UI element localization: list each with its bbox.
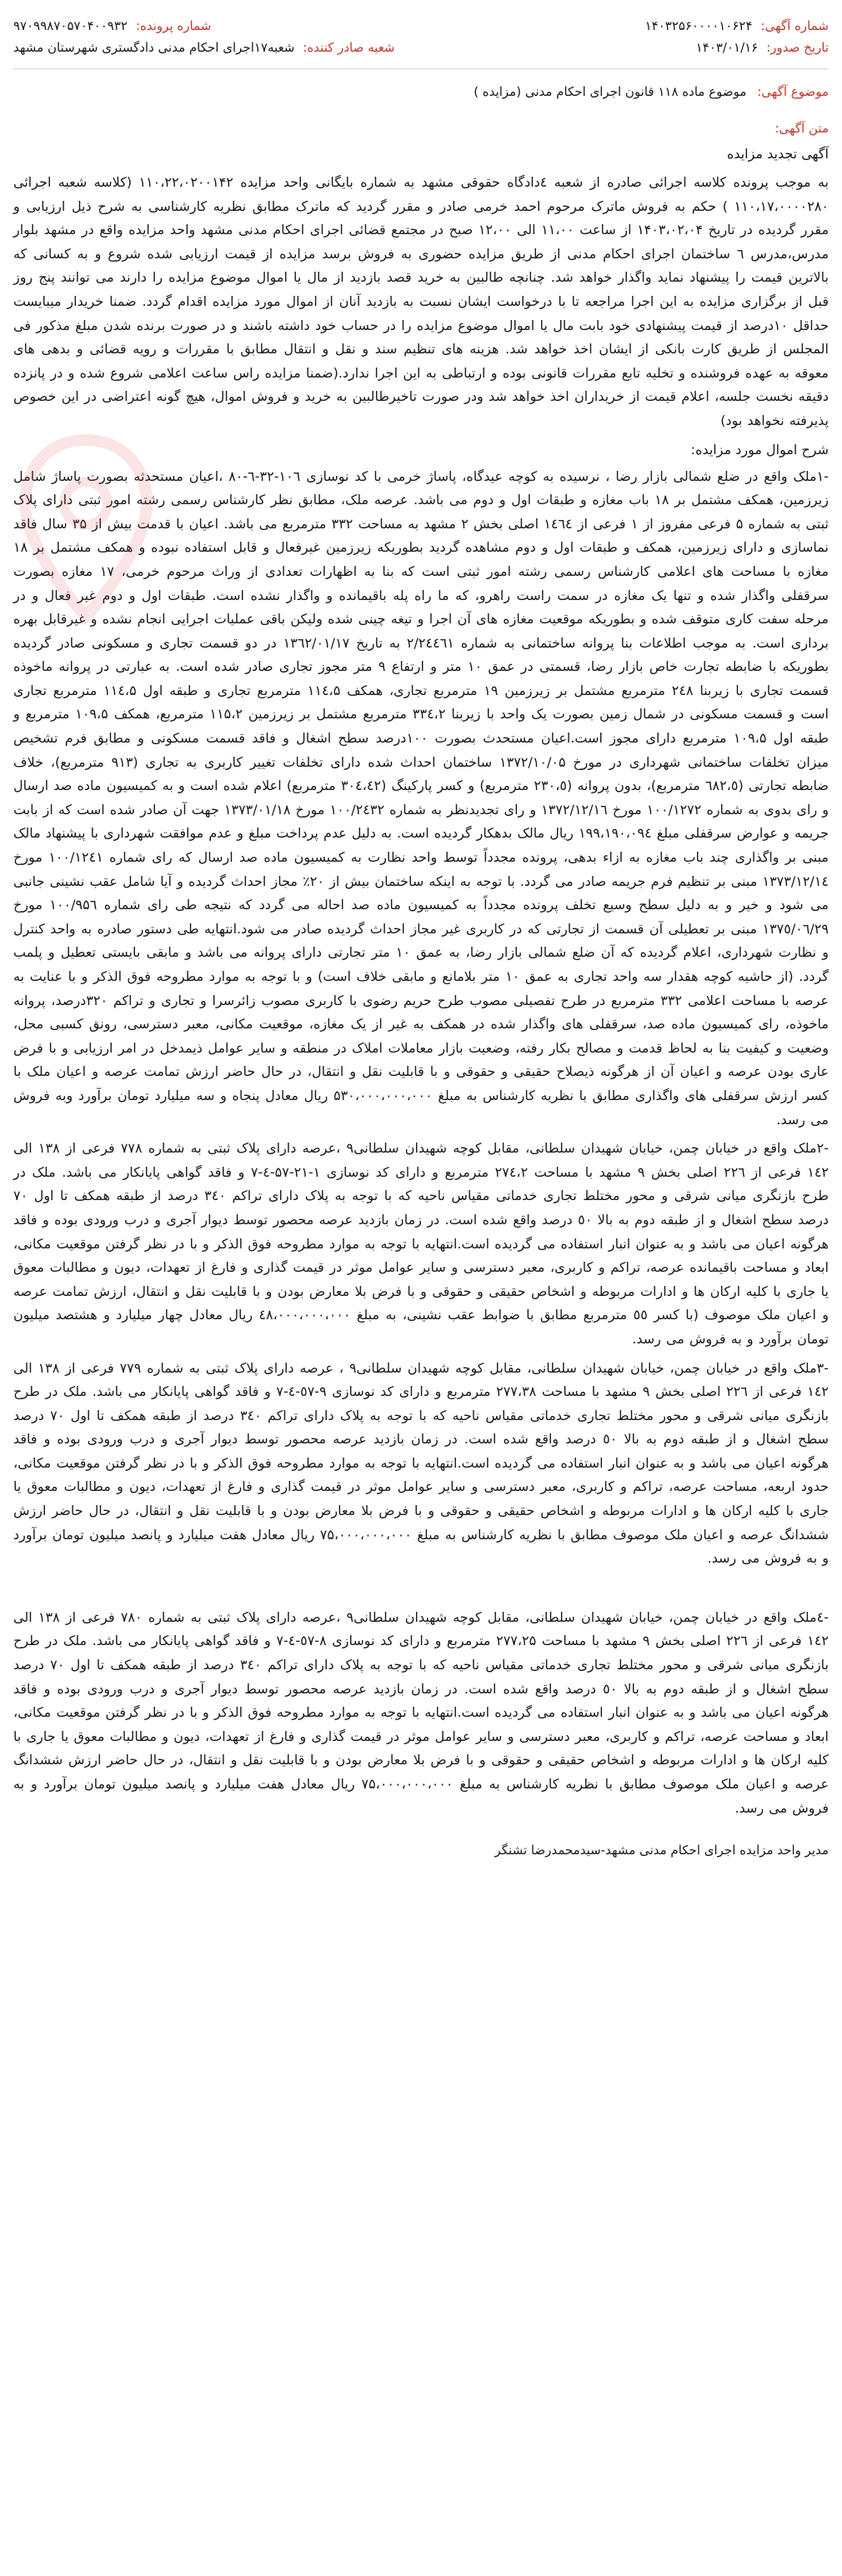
issuing-branch-value: شعبه۱۷اجرای احکام مدنی دادگستری شهرستان مشهد <box>13 40 295 55</box>
issuing-branch <box>13 37 395 58</box>
ad-number-label: شماره آگهی: <box>760 18 829 33</box>
issue-date-label: تاریخ صدور: <box>766 40 829 55</box>
case-number-label: شماره پرونده: <box>135 18 212 33</box>
issuing-branch-label: شعبه صادر کننده: <box>303 40 395 55</box>
ad-number-value: ۱۴۰۳۲۵۶۰۰۰۰۱۰۶۲۴ <box>644 18 753 33</box>
signature: مدیر واحد مزایده اجرای احکام مدنی مشهد-سیدمحمدرضا تشنگر <box>494 1843 829 1858</box>
case-number <box>13 15 211 37</box>
header-divider <box>13 68 829 69</box>
subject-value: موضوع ماده ۱۱۸ قانون اجرای احکام مدنی (مزایده ) <box>474 84 747 99</box>
subject-row <box>13 81 829 103</box>
ad-number <box>645 15 829 37</box>
property-item-1: -۱ملک واقع در ضلع شمالی بازار رضا ، نرسیده به کوچه عیدگاه، پاساژ خرمی با کد نوسازی ۱۰٦-۳۲-٦-۸۰ ،اعیان مستحدثه بصورت پاساژ شامل زیرزمین، همکف مشتمل بر ۱۸ باب مغازه و طبقات اول و دوم می باشد. عرصه ملک، مطابق نظر کارشناس رسمی رشته امور ثبتی دارای پلاک ثبتی به شماره ۵ فرعی مفروز از ۱ فرعی از ۱٤٦٤ اصلی بخش ۲ مشهد به مساحت ۳۳۲ مترمربع می باشد. اعیان با قدمت بیش از ۳۵ سال فاقد نماسازی و دارای زیرزمین، همکف و طبقات اول و دوم مشاهده گردید بطوریکه زیرزمین غیرفعال و قابل استفاده نبوده و همکف مشتمل بر ۱۸ مغازه با مساحت های اعلامی کارشناس رسمی رشته امور ثبتی است که بنا به اظهارات تعدادی از وراث مرحوم خرمی، ۱۷ مغازه بصورت سرقفلی واگذار شده و تنها یک مغازه در سمت راست راهرو، که ما راه پله باقیمانده و واگذار نشده است. طبقات اول و دوم غیر فعال و در مرحله سفت کاری متوقف شده و بطوریکه موقعیت مغازه های آن اجرا و تیغه چینی شده ولیکن باقی عملیات اجرایی انجام نشده و غیرقابل بهره برداری است. به موجب اطلاعات بنا پروانه ساختمانی به شماره ۲/٢٤٤٦١ به تاریخ ۱۳٦٢/۰۱/۱۷ در دو قسمت تجاری و مسکونی صادر گردیده بطوریکه با ضابطه تجارت خاص بازار رضا، قسمتی در عمق ۱۰ متر و ارتفاع ۹ متر مجوز تجاری صادر شده است. به عبارتی در پروانه ماخوذه قسمت تجاری با زیربنا ۲٤۸ مترمربع مشتمل بر زیرزمین ۱۹ مترمربع تجاری، همکف ۱۱٤،۵ مترمربع تجاری و طبقه اول ۱۱٤،۵ مترمربع تجاری است و قسمت مسکونی در شمال زمین بصورت یک واحد با زیربنا ۳۳٤،۲ مترمربع مشتمل بر زیرزمین ۱۱۵،۲ مترمربع، همکف ۱۰۹،۵ مترمربع و طبقه اول ۱۰۹،۵ مترمربع دارای مجوز است.اعیان مستحدث بصورت ۱۰۰درصد سطح اشغال و فاقد قسمت مسکونی و مطابق فرم تشخیص میزان تخلفات ساختمانی شهرداری در مورخ ۱۳۷۲/۱۰/۰۵ ساختمان احداث شده دارای تخلفات تغییر کاربری به تجاری (۹۱۳ مترمربع)، خلاف ضابطه تجارتی (٦٨٢،٥ مترمربع)، بدون پروانه (۲۳۰،٥ مترمربع) و کسر پارکینگ (۳۰٤،٤٢ مترمربع) اعلام شده است و به کمیسیون ماده صد ارسال و رای بدوی به شماره ۱۰۰/۱۲۷۲ مورخ ۱۳۷۲/۱۲/۱٦ و رای تجدیدنظر به شماره ۱۰۰/٢٤٣٢ مورخ ۱۳۷۳/۰۱/۱۸ جهت آن صادر شده است که از بابت جریمه و عوارض سرقفلی مبلغ ۱۹۹،۱۹۰،۰۹٤ ریال مالک بدهکار گردیده است. به دلیل عدم پرداخت مبلغ و عدم موافقت شهرداری با پیشنهاد مالک مبنی بر واگذاری چند باب مغازه به ازاء بدهی، پرونده مجدداً توسط واحد نظارت به کمیسیون ماده صد ارسال که رای شماره ۱۰۰/١٢٤١ مورخ ۱۳۷۳/۱۲/۱٤ مبنی بر تنظیم فرم جریمه صادر می گردد. با توجه به اینکه ساختمان بیش از ۲۰٪ مجاز احداث گردیده و آیا شامل عقب نشینی جانبی می شود و خیر و به دلیل سطح وسیع تخلف پرونده مجدداً به کمیسیون ماده صد احاله می گردد که نتیجه طی رای شماره ۱۰۰/۹۵٦ مورخ ۱۳۷٥/۰٦/۲۹ مبنی بر تعطیلی آن قسمت از تجارتی که در کاربری غیر مجاز احداث گردیده صادر می شود.انتهایه طی دستور صادره به واحد کنترل و نظارت شهرداری، اعلام گردیده که آن ضلع شمالی بازار رضا، به عمق ۱۰ متر تجارتی دارای پروانه می باشد و مابقی بایستی تعطیل و پلمب گردد. (از حاشیه کوچه هقدار سه واحد تجاری به عمق ۱۰ متر بلامانع و مابقی خلاف است) و با توجه به موارد مطروحه فوق الذکر و با عنایت به عرصه با مساحت اعلامی ۳۳۲ مترمربع در طرح تفصیلی مصوب طرح حریم رضوی با کاربری مصوب زائرسرا و تجاری و تراکم ۳۲۰درصد، پروانه ماخوذه، رای کمیسیون ماده صد، سرقفلی های واگذار شده در همکف به غیر از یک مغازه، موقعیت مکانی، معبر دسترسی، رونق کسبی محل، وضعیت و کیفیت بنا به لحاظ قدمت و مصالح بکار رفته، وضعیت بازار معاملات املاک در منطقه و سایر عوامل ذیمدخل در امر ارزیابی و با فرض عاری بودن عرصه و اعیان آن از هرگونه ذیصلاح حقیقی و حقوقی و با قابلیت نقل و انتقال، در حال حاضر ارزش تمامت عرصه و اعیان ملک با کسر ارزش سرقفلی های واگذاری مطابق با نظریه کارشناس به مبلغ ۵۳۰،۰۰۰،۰۰۰،۰۰۰ ریال معادل پنجاه و سه میلیارد تومان برآورد وبه فروش می رسد. <box>13 468 829 1128</box>
notice-title: آگهی تجدید مزایده <box>726 146 829 162</box>
spacer <box>13 1576 829 1606</box>
case-number-value: ۹۷۰۹۹۸۷۰۵۷۰۴۰۰۹۳۲ <box>13 18 128 33</box>
property-item-2: -۲ملک واقع در خیابان چمن، خیابان شهیدان سلطانی، مقابل کوچه شهیدان سلطانی۹ ،عرصه دارای پلاک ثبتی به شماره ۷۷۸ فرعی از ۱۳۸ الی ۱٤۲ فرعی از ۲۲٦ اصلی بخش ۹ مشهد با مساحت ۲۷٤،۲ مترمربع و دارای کد نوسازی ۱-۲۱-۵۷-٤-۷ و فاقد گواهی پایانکار می باشد. ملک در طرح بازنگری میانی شرقی و محور مختلط تجاری خدماتی مقیاس ناحیه که با توجه به پلاک دارای تراکم ۳٤۰ درصد از طبقه همکف تا اول ۷۰ درصد سطح اشغال و از طبقه دوم به بالا ٥٠ درصد واقع شده است. در زمان بازدید عرصه محصور توسط دیوار آجری و درب ورودی بوده و فاقد هرگونه اعیان می باشد و به عنوان انبار استفاده می گردیده است.انتهایه با توجه به موارد مطروحه فوق الذکر و با در نظر گرفتن موقعیت مکانی، ابعاد و مساحت باقیمانده عرصه، تراکم و کاربری، معبر دسترسی و سایر عوامل موثر در قیمت گذاری و فارغ از تعهدات، دیون و مطالبات معوق یا جاری با کلیه ارکان ها و ادارات مربوطه و اشخاص حقیقی و حقوقی و با فرض بلا معارض بودن و با قابلیت نقل و انتقال، ارزش تمامت عرصه و اعیان ملک موصوف (با کسر ٥٥ مترمربع مطابق با ضوابط عقب نشینی، به مبلغ ٤٨،٠٠٠،٠٠٠،٠٠٠ ریال معادل چهار میلیارد و هشتصد میلیون تومان برآورد و به فروش می رسد. <box>13 1140 829 1347</box>
text-label-row <box>13 118 829 139</box>
section-title: شرح اموال مورد مزایده: <box>690 441 829 458</box>
intro-paragraph: به موجب پرونده کلاسه اجرائی صادره از شعبه ٤دادگاه حقوقی مشهد به شماره بایگانی واحد مزایده ۱۱۰،۲۲،۰۲۰۰۱۴۲ (کلاسه شعبه اجرائی ۱۱۰،۱۷،۰۰۰۰۲۸۰ ) حکم به فروش ماترک مرحوم احمد خرمی صادر و مقرر گردید که ماترک مطابق نظریه کارشناسی به شرح ذیل ارزیابی و مقرر گردیده در تاریخ ۱۴۰۳،۰۲،۰۴ از ساعت ۱۱،۰۰ الی ۱۲،۰۰ صبح در مجتمع قضائی اجرای احکام مدنی مشهد واحد مزایده واقع در مشهد بلوار مدرس،مدرس ٦ ساختمان اجرای احکام مدنی از طریق مزایده حضوری به فروش برسد مزایده از قیمت ارزیابی شده شروع و به کسانی که بالاترین قیمت را پیشنهاد نماید واگذار خواهد شد. چنانچه طالبین به خرید قصد بازدید از مال یا اموال موضوع مزایده را دارند می توانند پنج روز قبل از برگزاری مزایده به این اجرا مراجعه تا با درخواست ایشان نسبت به بازدید آنان از اموال مورد مزایده اقدام گردد. ضمنا خریدار میبایست حداقل ۱۰درصد از قیمت پیشنهادی خود بابت مال یا اموال موضوع مزایده را در حساب خود داشته باشند و در صورت برنده شدن مبلغ مذکور فی المجلس از طریق کارت بانکی از ایشان اخذ خواهد شد. هزینه های تنظیم سند و نقل و انتقال مطابق با مقررات و رویه قضائی و بدهی های معوقه به عهده فروشنده و تخلیه تابع مقررات قانونی بوده و ارتباطی به این اجرا ندارد.(ضمنا مزایده راس ساعت اعلامی شروع شده و در پانزده دقیقه نخست جلسه، اعلام قیمت از خریداران اخذ خواهد شد ودر صورت تاخیرطالبین به خرید و فروش اموال، هیچ گونه اعتراضی در این خصوص پذیرفته نخواهد بود) <box>13 174 829 428</box>
property-item-3: -۳ملک واقع در خیابان چمن، خیابان شهیدان سلطانی، مقابل کوچه شهیدان سلطانی۹ ، عرصه دارای پلاک ثبتی به شماره ۷۷۹ فرعی از ۱۳۸ الی ۱٤۲ فرعی از ۲۲٦ اصلی بخش ۹ مشهد با مساحت ۲۷۷،۳۸ مترمربع و دارای کد نوسازی ۹-٥۷-٤-۷ و فاقد گواهی پایانکار می باشد. ملک در طرح بازنگری میانی شرقی و محور مختلط تجاری خدماتی مقیاس ناحیه که با توجه به پلاک دارای تراکم ۳٤۰ درصد از طبقه همکف تا اول ۷۰ درصد سطح اشغال و از طبقه دوم به بالا ٥٠ درصد واقع شده است. در زمان بازدید عرصه محصور توسط دیوار آجری و درب ورودی بوده و فاقد هرگونه اعیان می باشد و به عنوان انبار استفاده می گردیده است.انتهایه با توجه به موارد مطروحه فوق الذکر و با در نظر گرفتن موقعیت مکانی، حدود اربعه، مساحت عرصه، تراکم و کاربری، معبر دسترسی و سایر عوامل موثر در قیمت گذاری و فارغ از تعهدات، دیون و مطالبات معوق یا جاری با کلیه ارکان ها و ادارات مربوطه و اشخاص حقیقی و حقوقی و با فرض بلا معارض بودن و با قابلیت نقل و انتقال، در حال حاضر ارزش ششدانگ عرصه و اعیان ملک موصوف مطابق با نظریه کارشناس به مبلغ ۷۵،۰۰۰،۰۰۰،۰۰۰ ریال معادل هفت میلیارد و پانصد میلیون تومان برآورد و به فروش می رسد. <box>13 1359 829 1567</box>
property-item-4: -٤ملک واقع در خیابان چمن، خیابان شهیدان سلطانی، مقابل کوچه شهیدان سلطانی۹ ،عرصه دارای پلاک ثبتی به شماره ۷۸۰ فرعی از ۱۳۸ الی ۱٤۲ فرعی از ۲۲٦ اصلی بخش ۹ مشهد با مساحت ۲۷۷،۲۵ مترمربع و دارای کد نوسازی ۸-٥۷-٤-۷ و فاقد گواهی پایانکار می باشد. ملک در طرح بازنگری میانی شرقی و محور مختلط تجاری خدماتی مقیاس ناحیه که با توجه به پلاک دارای تراکم ۳٤۰ درصد از طبقه همکف تا اول ۷۰ درصد سطح اشغال و از طبقه دوم به بالا ٥٠ درصد واقع شده است. در زمان بازدید عرصه محصور توسط دیوار آجری و درب ورودی بوده و فاقد هرگونه اعیان می باشد و به عنوان انبار استفاده می گردیده است.انتهایه با توجه به موارد مطروحه فوق الذکر و با در نظر گرفتن موقعیت مکانی، ابعاد و مساحت عرصه، تراکم و کاربری، معبر دسترسی و سایر عوامل موثر در قیمت گذاری و فارغ از تعهدات، دیون و مطالبات معوق یا جاری با کلیه ارکان ها و ادارات مربوطه و اشخاص حقیقی و حقوقی و با فرض بلا معارض بودن و با قابلیت نقل و انتقال، در حال حاضر ارزش ششدانگ عرصه و اعیان ملک موصوف مطابق با نظریه کارشناس به مبلغ ۷۵،۰۰۰،۰۰۰،۰۰۰ ریال معادل هفت میلیارد و پانصد میلیون تومان برآورد و به فروش می رسد. <box>13 1608 829 1816</box>
text-label: متن آگهی: <box>774 121 829 136</box>
meta-row-2 <box>13 37 829 58</box>
meta-row-1 <box>13 15 829 37</box>
subject-label: موضوع آگهی: <box>757 84 829 99</box>
issue-date-value: ۱۴۰۳/۰۱/۱۶ <box>695 40 759 55</box>
issue-date <box>696 37 829 58</box>
